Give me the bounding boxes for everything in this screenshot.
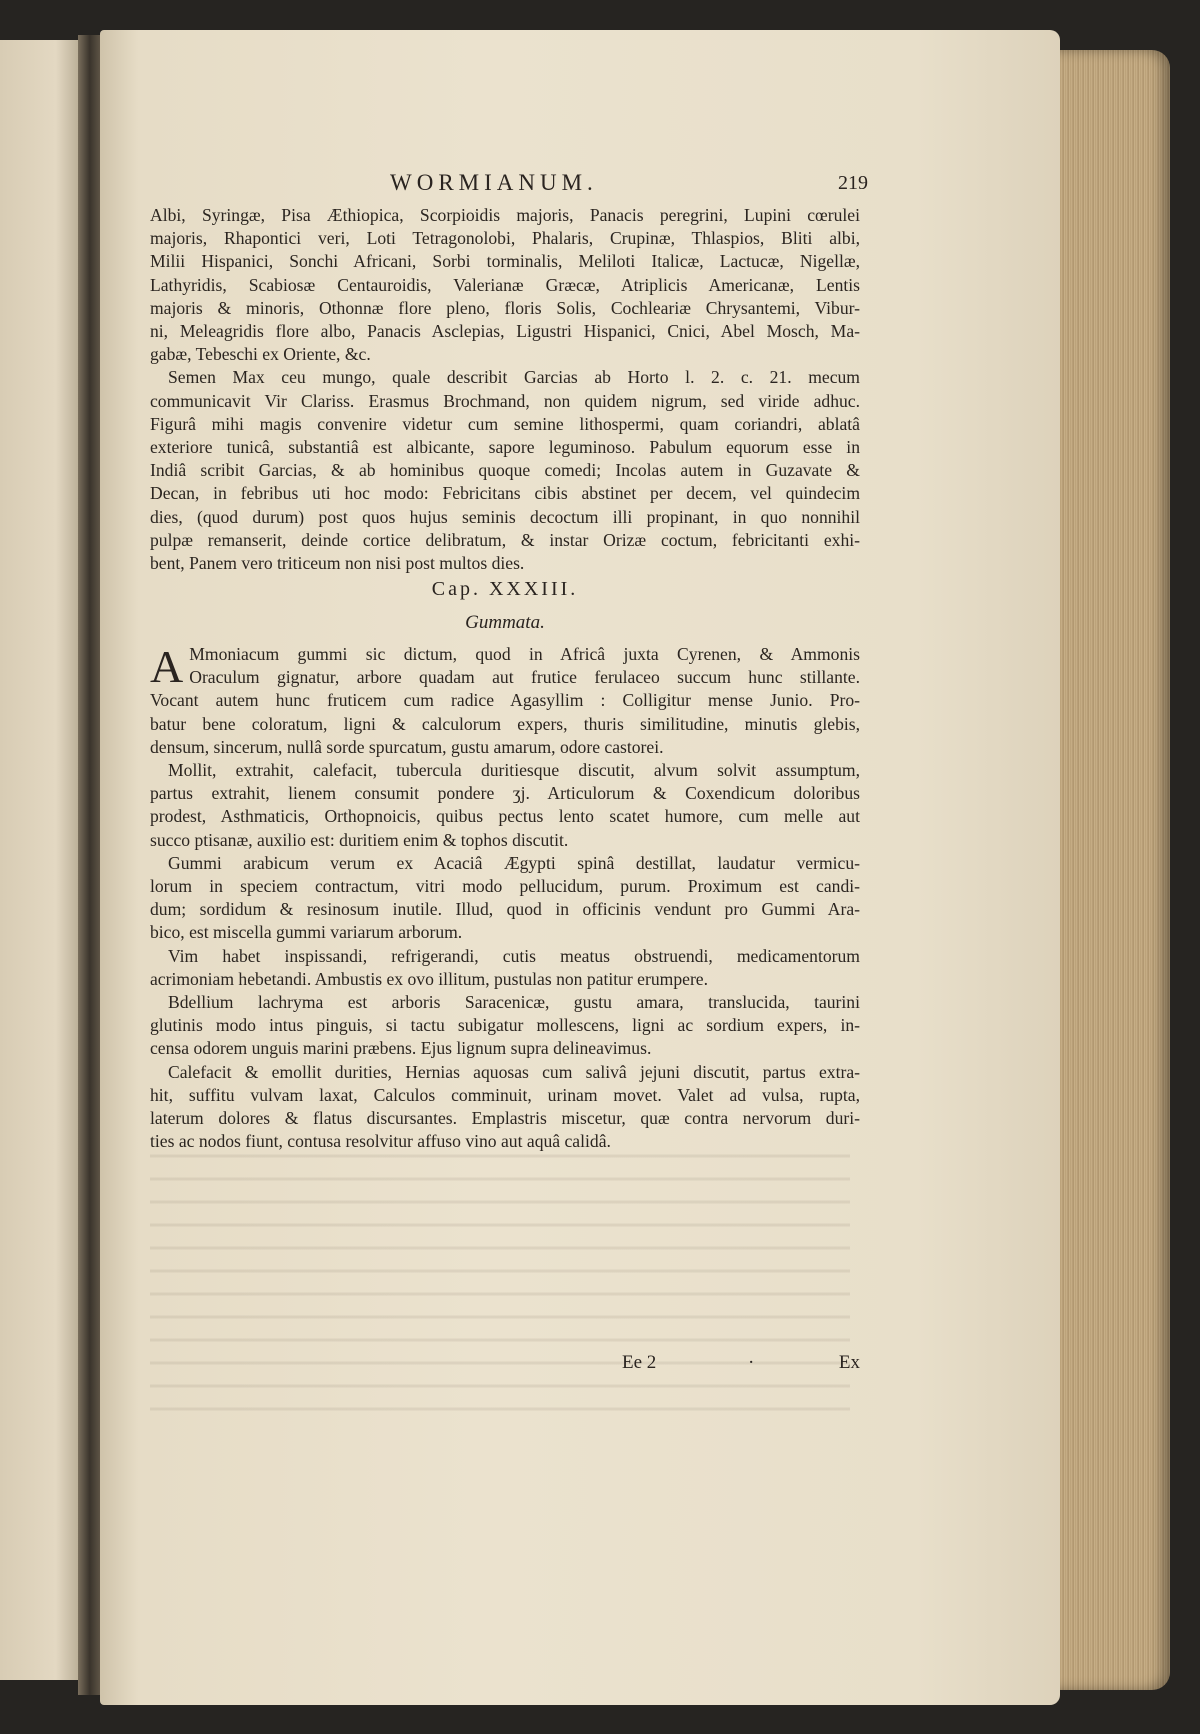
text-line: majoris & minoris, Othonnæ flore pleno, floris Solis, Cochleariæ Chrysantemi, Vibur- [150, 297, 860, 318]
text-line: dies, (quod durum) post quos hujus seminis decoctum illi propinant, in quo nonnihil [150, 506, 860, 527]
text-line: Calefacit & emollit durities, Hernias aquosas cum salivâ jejuni discutit, partus extra- [168, 1061, 860, 1082]
text-line: prodest, Asthmaticis, Orthopnoicis, quibus pectus lento scatet humore, cum melle aut [150, 806, 860, 827]
footer-dot: · [748, 1352, 755, 1373]
page-footer [150, 1352, 860, 1382]
text-line: pulpæ remanserit, deinde cortice delibratum, & instar Orizæ coctum, febricitanti exhi- [150, 529, 860, 550]
running-head [150, 170, 868, 200]
text-line: ni, Meleagridis flore albo, Panacis Asclepias, Ligustri Hispanici, Cnici, Abel Mosch, Ma- [150, 321, 860, 342]
text-block-2 [150, 643, 860, 1153]
text-line: exteriore tunicâ, substantiâ est albicante, sapore leguminoso. Pabulum equorum esse in [150, 437, 860, 458]
text-line: communicavit Vir Clariss. Erasmus Brochmand, non quidem nigrum, sed viride adhuc. [150, 390, 860, 411]
section-ammoniacum-lines [150, 643, 860, 759]
catchword: Ex [838, 1352, 860, 1373]
signature-mark: Ee 2 [622, 1352, 657, 1373]
text-line: gabæ, Tebeschi ex Oriente, &c. [150, 344, 371, 365]
text-line: Vim habet inspissandi, refrigerandi, cutis meatus obstruendi, medicamentorum [168, 945, 860, 966]
chapter-heading: Cap. XXXIII. [431, 578, 579, 600]
text-line: Mmoniacum gummi sic dictum, quod in Africâ juxta Cyrenen, & Ammonis [189, 644, 860, 664]
section-ammoniacum [150, 643, 860, 759]
text-line: censa odorem unguis marini præbens. Ejus lignum supra delineavimus. [150, 1038, 652, 1059]
paragraph-semen-max [150, 366, 860, 575]
text-line: Decan, in febribus uti hoc modo: Febricitans cibis abstinet per decem, vel quindecim [150, 483, 860, 504]
text-line: lorum in speciem contractum, vitri modo pellucidum, purum. Proximum est candi- [150, 876, 860, 897]
section-mollit [150, 759, 860, 852]
section-gummi-arabicum [150, 852, 860, 945]
text-line: Milii Hispanici, Sonchi Africani, Sorbi torminalis, Meliloti Italicæ, Lactucæ, Nigellæ, [150, 251, 860, 272]
text-line: Gummi arabicum verum ex Acaciâ Ægypti spinâ destillat, laudatur vermicu- [168, 852, 860, 873]
text-line: ties ac nodos fiunt, contusa resolvitur affuso vino aut aquâ calidâ. [150, 1131, 611, 1152]
text-line: dum; sordidum & resinosum inutile. Illud, quod in officinis vendunt pro Gummi Ara- [150, 899, 860, 920]
drop-cap: A [150, 641, 184, 692]
text-line: bent, Panem vero triticeum non nisi post multos dies. [150, 553, 525, 574]
text-line: partus extrahit, lienem consumit pondere ʒj. Articulorum & Coxendicum doloribus [150, 783, 860, 804]
text-line: Lathyridis, Scabiosæ Centauroidis, Valerianæ Græcæ, Atriplicis Americanæ, Lentis [150, 274, 860, 295]
text-line: laterum dolores & flatus discursantes. Emplastris miscetur, quæ contra nervorum duri- [150, 1108, 860, 1129]
text-line: Oraculum gignatur, arbore quadam aut frutice ferulaceo succum hunc stillante. [189, 667, 860, 688]
section-vim-habet [150, 945, 860, 991]
text-line: hit, suffitu vulvam laxat, Calculos comminuit, urinam movet. Valet ad vulsa, rupta, [150, 1084, 860, 1105]
page-edges [1045, 50, 1170, 1690]
page-number: 219 [838, 172, 868, 194]
text-line: succo ptisanæ, auxilio est: duritiem enim & tophos discutit. [150, 829, 569, 850]
chapter-subheading: Gummata. [465, 612, 545, 633]
text-line: Indiâ scribit Garcias, & ab hominibus quoque comedi; Incolas autem in Guzavate & [150, 460, 860, 481]
text-line: Semen Max ceu mungo, quale describit Garcias ab Horto l. 2. c. 21. mecum [168, 367, 860, 388]
text-line: batur bene coloratum, ligni & calculorum expers, thuris similitudine, minutis glebis, [150, 713, 860, 734]
text-line: bico, est miscella gummi variarum arborum. [150, 922, 463, 943]
text-line: acrimoniam hebetandi. Ambustis ex ovo illitum, pustulas non patitur erumpere. [150, 968, 709, 989]
text-line: Albi, Syringæ, Pisa Æthiopica, Scorpioidis majoris, Panacis peregrini, Lupini cœrulei [150, 205, 860, 225]
text-line: Figurâ mihi magis convenire videtur cum semine lithospermi, quam coriandri, ablatâ [150, 413, 860, 434]
section-bdellium [150, 991, 860, 1061]
left-page [0, 40, 80, 1680]
paragraph-seed-list [150, 204, 860, 366]
text-line: Vocant autem hunc fruticem cum radice Agasyllim : Colligitur mense Junio. Pro- [150, 690, 860, 711]
text-line: majoris, Rhapontici veri, Loti Tetragonolobi, Phalaris, Crupinæ, Thlaspios, Bliti albi, [150, 228, 860, 249]
text-line: densum, sincerum, nullâ sorde spurcatum, gustu amarum, odore castorei. [150, 736, 664, 757]
text-line: Mollit, extrahit, calefacit, tubercula duritiesque discutit, alvum solvit assumptum, [168, 760, 860, 781]
running-title: WORMIANUM. [390, 170, 598, 195]
text-line: glutinis modo intus pinguis, si tactu subigatur mollescens, ligni ac sordium expers, in- [150, 1015, 860, 1036]
text-line: Bdellium lachryma est arboris Saracenicæ, gustu amara, translucida, taurini [168, 992, 860, 1013]
text-block-1 [150, 204, 860, 575]
